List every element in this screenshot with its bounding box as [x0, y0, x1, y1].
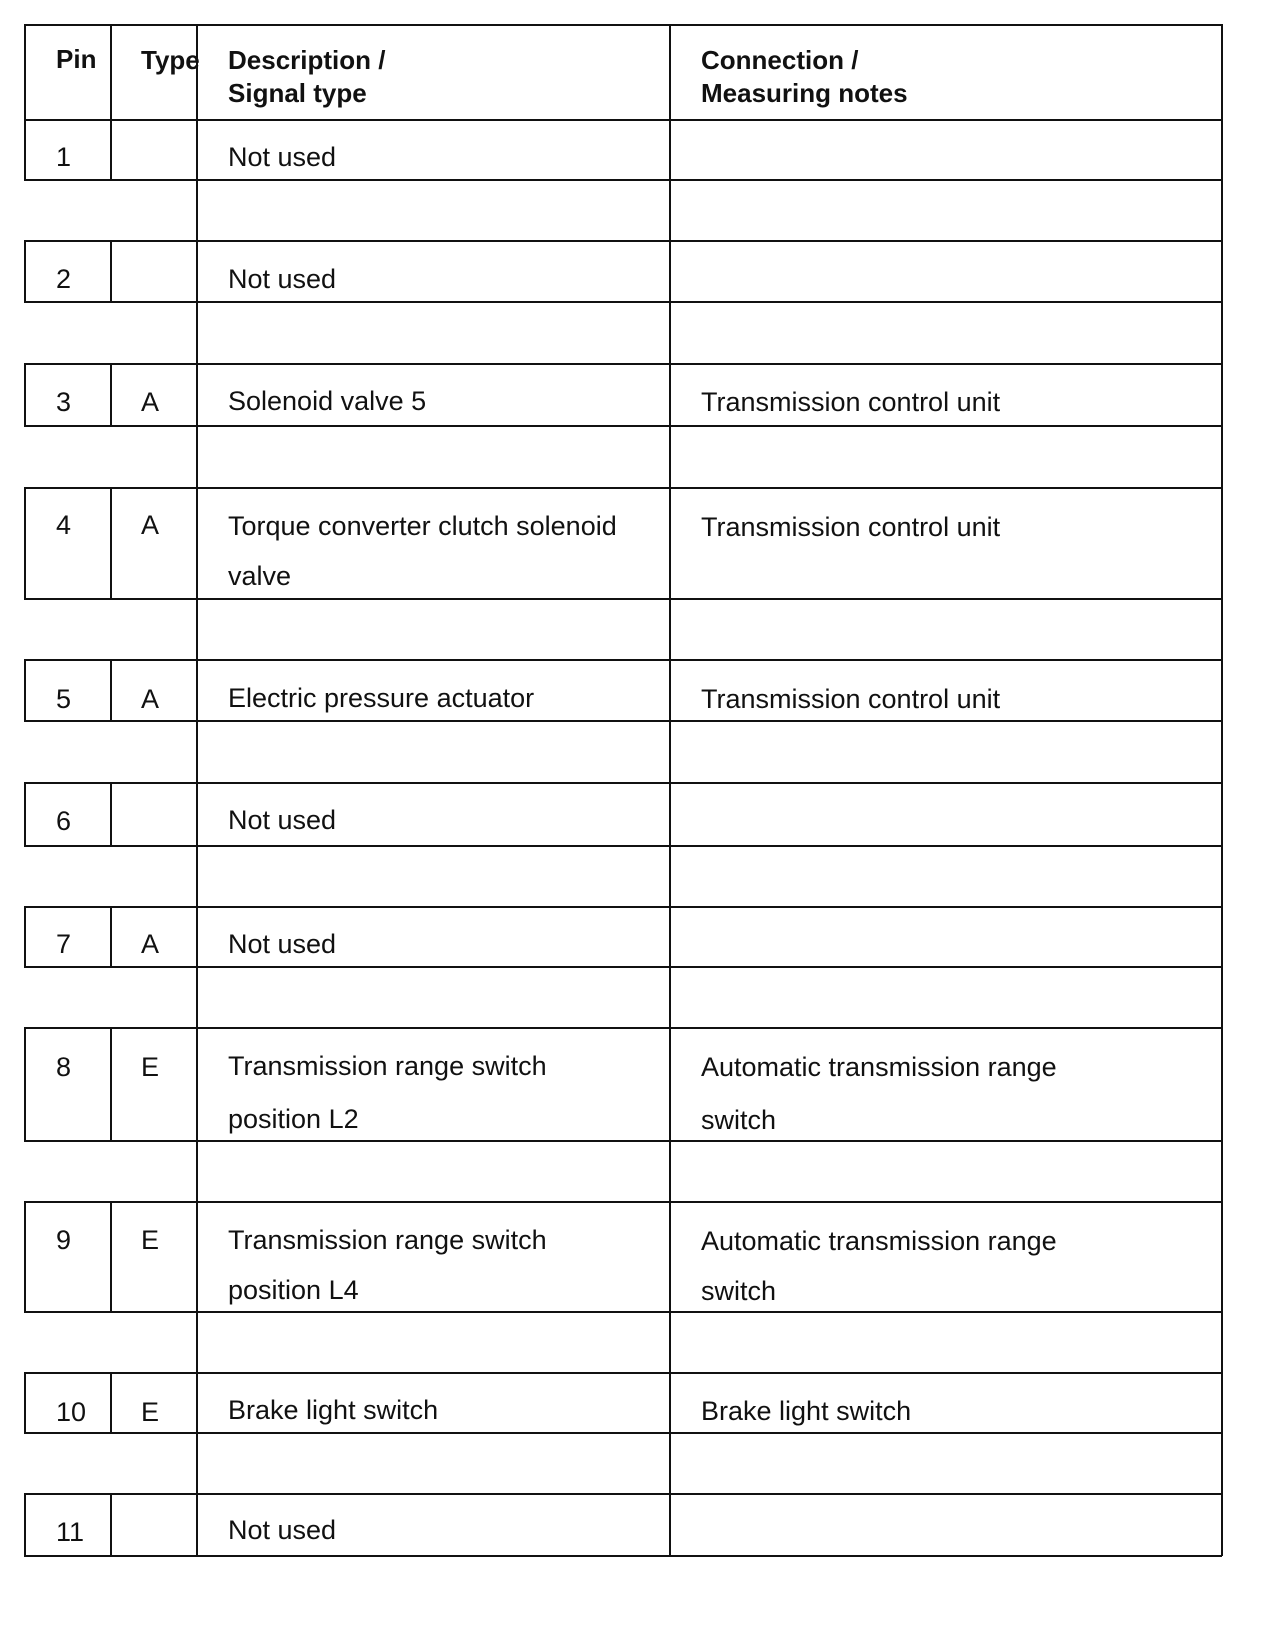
pin-type-divider — [110, 24, 112, 120]
row-3-type: A — [141, 387, 160, 417]
row-1-description: Not used — [228, 142, 337, 172]
row-rule — [24, 1372, 1222, 1374]
row-3-connection: Transmission control unit — [701, 387, 1001, 417]
row-4-pin: 4 — [56, 510, 72, 540]
row-left-border — [24, 488, 26, 599]
row-pin-divider — [110, 488, 112, 599]
row-10-description: Brake light switch — [228, 1395, 439, 1425]
row-left-border — [24, 120, 26, 180]
row-rule — [24, 1493, 1222, 1495]
row-6-description: Not used — [228, 805, 337, 835]
row-10-connection: Brake light switch — [701, 1396, 912, 1426]
header-border-bottom — [24, 119, 1222, 121]
row-left-border — [24, 1202, 26, 1312]
row-5-connection: Transmission control unit — [701, 684, 1001, 714]
table-border-left — [24, 24, 26, 120]
row-left-border — [24, 241, 26, 302]
header-connection-line2: Measuring notes — [701, 78, 908, 108]
row-left-border — [24, 783, 26, 846]
row-pin-divider — [110, 1028, 112, 1141]
row-2-description: Not used — [228, 264, 337, 294]
row-5-pin: 5 — [56, 684, 72, 714]
row-9-pin: 9 — [56, 1225, 72, 1255]
row-8-connection-line1: Automatic transmission range — [701, 1052, 1057, 1082]
row-11-description: Not used — [228, 1515, 337, 1545]
row-9-type: E — [141, 1225, 160, 1255]
header-description-line2: Signal type — [228, 78, 367, 108]
row-pin-divider — [110, 1494, 112, 1556]
row-11-pin: 11 — [56, 1517, 85, 1547]
row-left-border — [24, 1028, 26, 1141]
row-6-pin: 6 — [56, 806, 72, 836]
row-rule — [24, 1140, 1222, 1142]
row-1-pin: 1 — [56, 142, 72, 172]
row-rule — [24, 487, 1222, 489]
row-rule — [24, 966, 1222, 968]
row-3-pin: 3 — [56, 387, 72, 417]
row-5-description: Electric pressure actuator — [228, 683, 535, 713]
row-rule — [24, 425, 1222, 427]
row-4-type: A — [141, 510, 160, 540]
row-rule — [24, 301, 1222, 303]
row-3-description: Solenoid valve 5 — [228, 386, 427, 416]
row-left-border — [24, 364, 26, 426]
row-pin-divider — [110, 241, 112, 302]
row-8-description-line1: Transmission range switch — [228, 1051, 547, 1081]
row-7-description: Not used — [228, 929, 337, 959]
row-rule — [24, 782, 1222, 784]
row-left-border — [24, 660, 26, 721]
row-rule — [24, 179, 1222, 181]
row-rule — [24, 598, 1222, 600]
row-10-pin: 10 — [56, 1397, 87, 1427]
header-type: Type — [141, 45, 200, 75]
row-7-type: A — [141, 929, 160, 959]
header-pin: Pin — [56, 44, 97, 74]
row-rule — [24, 1432, 1222, 1434]
row-left-border — [24, 1373, 26, 1433]
row-7-pin: 7 — [56, 929, 72, 959]
row-rule — [24, 1201, 1222, 1203]
description-connection-divider — [669, 24, 671, 1556]
row-rule — [24, 240, 1222, 242]
row-pin-divider — [110, 364, 112, 426]
row-pin-divider — [110, 907, 112, 967]
row-left-border — [24, 907, 26, 967]
row-8-pin: 8 — [56, 1052, 72, 1082]
row-9-connection-line1: Automatic transmission range — [701, 1226, 1057, 1256]
row-9-connection-line2: switch — [701, 1276, 777, 1306]
row-pin-divider — [110, 1202, 112, 1312]
row-9-description-line2: position L4 — [228, 1275, 359, 1305]
row-8-description-line2: position L2 — [228, 1104, 359, 1134]
row-rule — [24, 1555, 1222, 1557]
row-rule — [24, 1311, 1222, 1313]
row-rule — [24, 363, 1222, 365]
row-rule — [24, 720, 1222, 722]
row-pin-divider — [110, 783, 112, 846]
row-2-pin: 2 — [56, 264, 72, 294]
row-8-type: E — [141, 1052, 160, 1082]
header-connection-line1: Connection / — [701, 45, 859, 75]
type-description-divider — [196, 24, 198, 1556]
row-10-type: E — [141, 1397, 160, 1427]
row-4-connection: Transmission control unit — [701, 512, 1001, 542]
row-rule — [24, 906, 1222, 908]
row-4-description-line1: Torque converter clutch solenoid — [228, 511, 617, 541]
row-4-description-line2: valve — [228, 561, 292, 591]
row-pin-divider — [110, 120, 112, 180]
row-rule — [24, 845, 1222, 847]
row-pin-divider — [110, 1373, 112, 1433]
table-border-right — [1221, 24, 1223, 1556]
row-rule — [24, 1027, 1222, 1029]
table-border-top — [24, 24, 1222, 26]
header-description-line1: Description / — [228, 45, 386, 75]
row-9-description-line1: Transmission range switch — [228, 1225, 547, 1255]
row-5-type: A — [141, 684, 160, 714]
row-left-border — [24, 1494, 26, 1556]
row-8-connection-line2: switch — [701, 1105, 777, 1135]
row-rule — [24, 659, 1222, 661]
row-pin-divider — [110, 660, 112, 721]
